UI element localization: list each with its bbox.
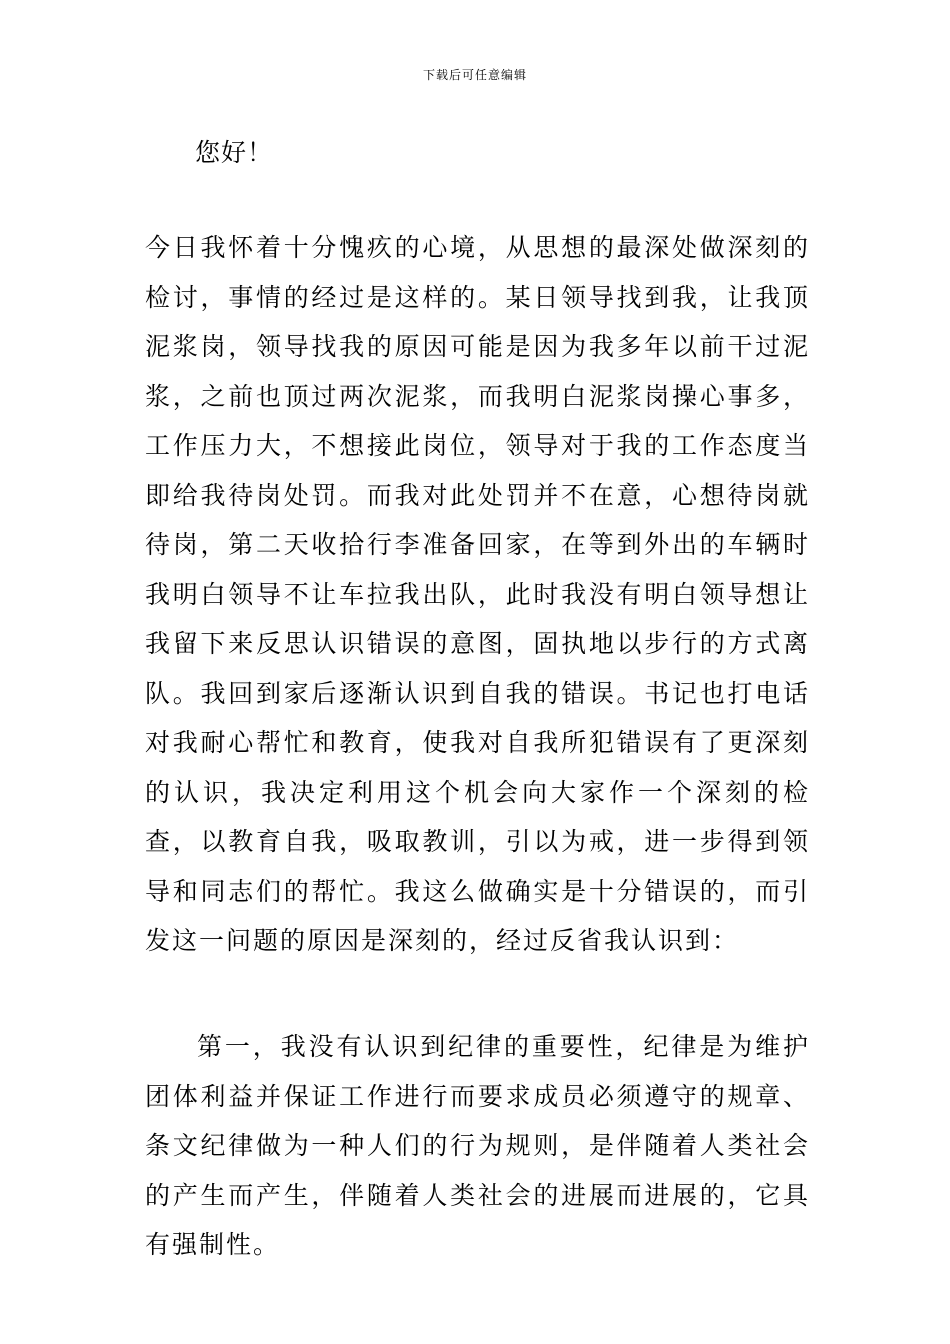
paragraph-2: 第一，我没有认识到纪律的重要性，纪律是为维护团体利益并保证工作进行而要求成员必须遵守的规章、条文纪律做为一种人们的行为规则，是伴随着人类社会的产生而产生，伴随着人类社会的进展而进展的，它具有强制性。 bbox=[145, 1032, 810, 1259]
paragraph-1: 今日我怀着十分愧疚的心境，从思想的最深处做深刻的检讨，事情的经过是这样的。某日领导找到我，让我顶泥浆岗，领导找我的原因可能是因为我多年以前干过泥浆，之前也顶过两次泥浆，而我明白泥浆岗操心事多，工作压力大，不想接此岗位，领导对于我的工作态度当即给我待岗处罚。而我对此处罚并不在意，心想待岗就待岗，第二天收拾行李准备回家，在等到外出的车辆时我明白领导不让车拉我出队，此时我没有明白领导想让我留下来反思认识错误的意图，固执地以步行的方式离队。我回到家后逐渐认识到自我的错误。书记也打电话对我耐心帮忙和教育，使我对自我所犯错误有了更深刻的认识，我决定利用这个机会向大家作一个深刻的检查，以教育自我，吸取教训，引以为戒，进一步得到领导和同志们的帮忙。我这么做确实是十分错误的，而引发这一问题的原因是深刻的，经过反省我认识到： bbox=[145, 233, 810, 955]
header-note: 下载后可任意编辑 bbox=[422, 68, 527, 82]
greeting: 您好！ bbox=[195, 138, 274, 167]
